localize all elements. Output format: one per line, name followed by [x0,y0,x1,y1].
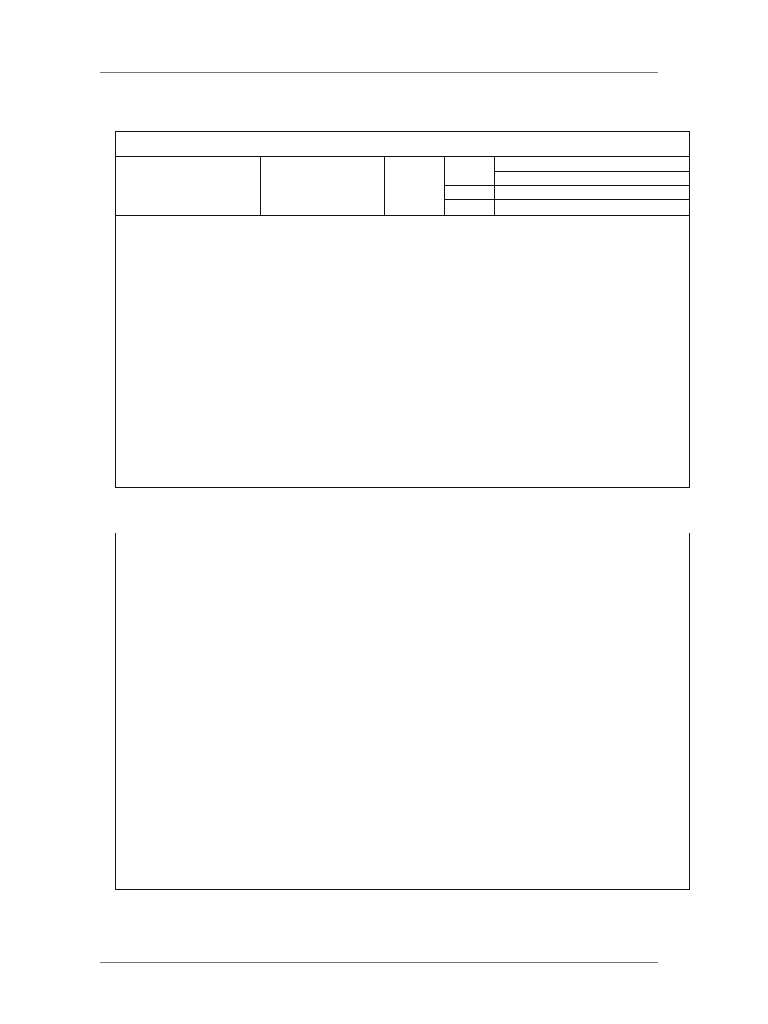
header-cavidad-techo [444,171,495,186]
ceiling-groups [494,171,689,186]
header-rule [100,72,658,73]
header-coef [494,199,689,215]
header-reflectancias [494,157,689,172]
header-rcl [444,199,495,215]
footer-rule [100,962,658,963]
coefficients-table-top [115,131,690,488]
reflectance-header [444,157,689,215]
page-header [100,44,658,64]
table-header-row [116,157,689,216]
header-paredes [444,185,495,200]
table-title [116,132,689,157]
wall-labels [494,185,689,200]
coefficients-table-bottom [115,533,690,890]
